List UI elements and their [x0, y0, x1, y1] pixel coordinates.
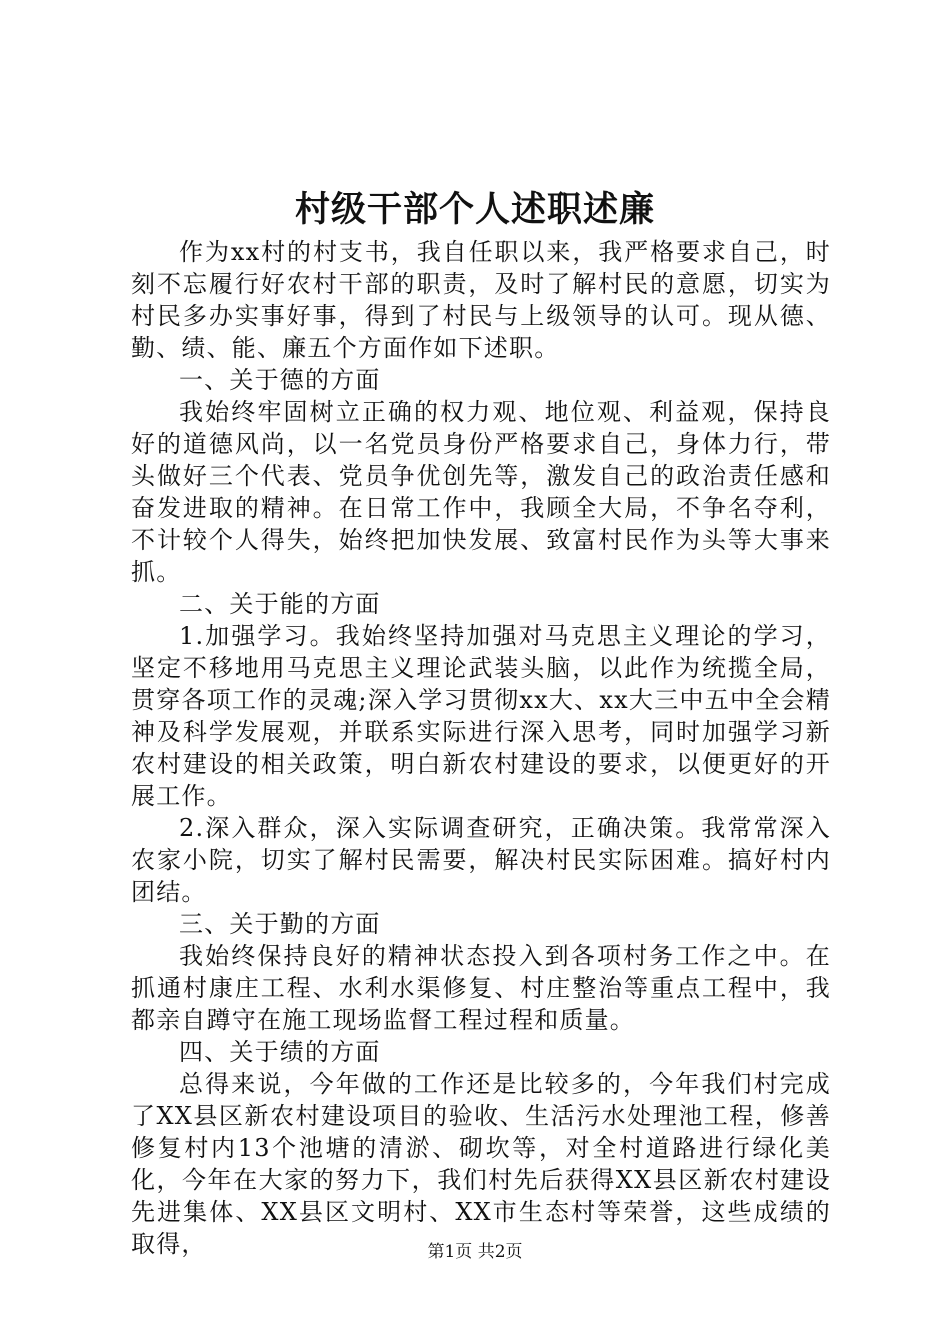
paragraph-ji: 总得来说，今年做的工作还是比较多的，今年我们村完成了XX县区新农村建设项目的验收、生活污水处理池工程，修善修复村内13个池塘的清淤、砌坎等，对全村道路进行绿化美化，今年在大家的努力下，我们村先后获得XX县区新农村建设先进集体、XX县区文明村、XX市生态村等荣誉，这些成绩的取得， [131, 1070, 831, 1258]
section-heading-ji: 四、关于绩的方面 [179, 1038, 381, 1066]
paragraph-neng-2: 2.深入群众，深入实际调查研究，正确决策。我常常深入农家小院，切实了解村民需要，解决村民实际困难。搞好村内团结。 [131, 814, 831, 906]
page-number-footer: 第1页 共2页 [427, 1242, 523, 1262]
section-heading-de: 一、关于德的方面 [179, 366, 381, 394]
section-heading-qin: 三、关于勤的方面 [179, 910, 381, 938]
paragraph-qin: 我始终保持良好的精神状态投入到各项村务工作之中。在抓通村康庄工程、水利水渠修复、村庄整治等重点工程中，我都亲自蹲守在施工现场监督工程过程和质量。 [131, 942, 831, 1034]
section-heading-neng: 二、关于能的方面 [179, 590, 381, 618]
paragraph-intro: 作为xx村的村支书，我自任职以来，我严格要求自己，时刻不忘履行好农村干部的职责，及时了解村民的意愿，切实为村民多办实事好事，得到了村民与上级领导的认可。现从德、勤、绩、能、廉五个方面作如下述职。 [131, 238, 831, 362]
document-body [131, 236, 831, 1260]
document-title: 村级干部个人述职述廉 [294, 189, 655, 230]
paragraph-de: 我始终牢固树立正确的权力观、地位观、利益观，保持良好的道德风尚，以一名党员身份严格要求自己，身体力行，带头做好三个代表、党员争优创先等，激发自己的政治责任感和奋发进取的精神。在日常工作中，我顾全大局，不争名夺利，不计较个人得失，始终把加快发展、致富村民作为头等大事来抓。 [131, 398, 831, 586]
paragraph-neng-1: 1.加强学习。我始终坚持加强对马克思主义理论的学习，坚定不移地用马克思主义理论武装头脑，以此作为统揽全局，贯穿各项工作的灵魂;深入学习贯彻xx大、xx大三中五中全会精神及科学发展观，并联系实际进行深入思考，同时加强学习新农村建设的相关政策，明白新农村建设的要求，以便更好的开展工作。 [131, 622, 831, 810]
